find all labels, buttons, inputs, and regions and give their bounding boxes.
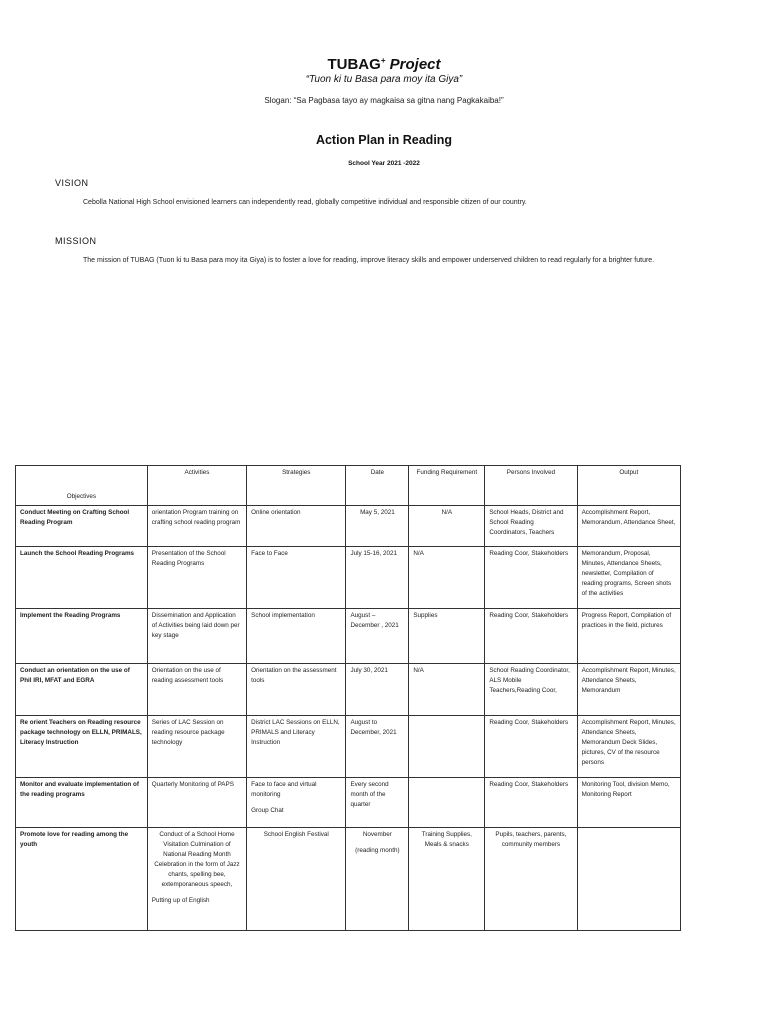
- table-row: [16, 664, 681, 716]
- cell-activities: Series of LAC Session on reading resource package technology: [147, 716, 246, 778]
- cell-date: May 5, 2021: [346, 506, 409, 547]
- cell-objective: Re orient Teachers on Reading resource package technology on ELLN, PRIMALS, Literacy Instruction: [16, 716, 148, 778]
- table-header-row: [16, 466, 681, 506]
- cell-activities: Orientation on the use of reading assessment tools: [147, 664, 246, 716]
- title-superscript: +: [380, 56, 386, 65]
- cell-persons: Reading Coor, Stakeholders: [485, 609, 577, 664]
- cell-output: Accomplishment Report, Minutes, Attendance Sheets, Memorandum Deck Slides, pictures, CV of the resource persons: [577, 716, 680, 778]
- cell-funding: Training Supplies, Meals & snacks: [409, 828, 485, 931]
- cell-date: Every second month of the quarter: [346, 778, 409, 828]
- table-row: [16, 506, 681, 547]
- table-row: [16, 716, 681, 778]
- title-main: TUBAG: [327, 56, 381, 73]
- cell-funding: N/A: [409, 664, 485, 716]
- cell-date: [346, 828, 409, 931]
- vision-heading: VISION: [55, 178, 89, 188]
- title-project: Project: [389, 56, 441, 73]
- cell-strategies-main: Face to face and virtual monitoring: [251, 781, 317, 798]
- cell-objective: Launch the School Reading Programs: [16, 547, 148, 609]
- cell-output: Accomplishment Report, Minutes, Attendance Sheets, Memorandum: [577, 664, 680, 716]
- project-slogan: Slogan: “Sa Pagbasa tayo ay magkaisa sa gitna nang Pagkakaiba!”: [264, 96, 504, 105]
- vision-text: Cebolla National High School envisioned learners can independently read, globally competitive individual and responsible citizen of our country.: [83, 199, 527, 206]
- table-row: [16, 778, 681, 828]
- cell-persons: Reading Coor, Stakeholders: [485, 716, 577, 778]
- cell-date: August to December, 2021: [346, 716, 409, 778]
- cell-strategies: [247, 778, 346, 828]
- cell-objective: Promote love for reading among the youth: [16, 828, 148, 931]
- cell-strategies: Orientation on the assessment tools: [247, 664, 346, 716]
- plan-title: Action Plan in Reading: [315, 133, 453, 147]
- cell-date: August – December , 2021: [346, 609, 409, 664]
- mission-heading: MISSION: [55, 236, 97, 246]
- table-row: [16, 609, 681, 664]
- school-year: School Year 2021 -2022: [348, 160, 420, 167]
- cell-objective: Implement the Reading Programs: [16, 609, 148, 664]
- cell-activities: Quarterly Monitoring of PAPS: [147, 778, 246, 828]
- header-funding: Funding Requirement: [409, 466, 485, 506]
- project-subtitle: “Tuon ki tu Basa para moy ita Giya”: [305, 74, 463, 85]
- cell-persons: Pupils, teachers, parents, community members: [485, 828, 577, 931]
- cell-funding: [409, 778, 485, 828]
- cell-output: Accomplishment Report, Memorandum, Attendance Sheet,: [577, 506, 680, 547]
- action-plan-table: [15, 465, 681, 931]
- cell-date: July 15-16, 2021: [346, 547, 409, 609]
- cell-activities-extra: Putting up of English: [151, 897, 210, 904]
- header-output: Output: [577, 466, 680, 506]
- cell-activities: Dissemination and Application of Activities being laid down per key stage: [147, 609, 246, 664]
- cell-funding: Supplies: [409, 609, 485, 664]
- cell-persons: Reading Coor, Stakeholders: [485, 547, 577, 609]
- table-row: [16, 547, 681, 609]
- cell-funding: N/A: [409, 506, 485, 547]
- cell-strategies: Online orientation: [247, 506, 346, 547]
- header-strategies: Strategies: [247, 466, 346, 506]
- cell-persons: Reading Coor, Stakeholders: [485, 778, 577, 828]
- cell-output: Monitoring Tool, division Memo, Monitoring Report: [577, 778, 680, 828]
- header-objectives: Objectives: [16, 466, 148, 506]
- cell-persons: School Heads, District and School Reading Coordinators, Teachers: [485, 506, 577, 547]
- project-title: [0, 56, 768, 73]
- cell-strategies: School implementation: [247, 609, 346, 664]
- cell-output: [577, 828, 680, 931]
- cell-funding: [409, 716, 485, 778]
- cell-strategies: District LAC Sessions on ELLN, PRIMALS and Literacy Instruction: [247, 716, 346, 778]
- cell-strategies: School English Festival: [247, 828, 346, 931]
- cell-date-main: November: [362, 831, 392, 838]
- cell-funding: N/A: [409, 547, 485, 609]
- header-activities: Activities: [147, 466, 246, 506]
- cell-objective: Conduct Meeting on Crafting School Reading Program: [16, 506, 148, 547]
- cell-output: Progress Report, Compilation of practices in the field, pictures: [577, 609, 680, 664]
- mission-text: The mission of TUBAG (Tuon ki tu Basa para moy ita Giya) is to foster a love for reading, improve literacy skills and empower underserved children to read regularly for a brighter future.: [83, 257, 655, 264]
- table-row: [16, 828, 681, 931]
- header-date: Date: [346, 466, 409, 506]
- cell-date-extra: (reading month): [355, 847, 400, 854]
- cell-activities-main: Conduct of a School Home Visitation Culmination of National Reading Month Celebration in the form of Jazz chants, spelling bee, extemporaneous speech,: [154, 831, 240, 888]
- cell-activities: Presentation of the School Reading Programs: [147, 547, 246, 609]
- header-persons: Persons Involved: [485, 466, 577, 506]
- cell-date: July 30, 2021: [346, 664, 409, 716]
- cell-strategies: Face to Face: [247, 547, 346, 609]
- cell-activities: [147, 828, 246, 931]
- cell-output: Memorandum, Proposal, Minutes, Attendance Sheets, newsletter, Compilation of reading programs, Screen shots of the activities: [577, 547, 680, 609]
- cell-strategies-extra: Group Chat: [251, 807, 284, 814]
- cell-activities: orientation Program training on crafting school reading program: [147, 506, 246, 547]
- cell-objective: Conduct an orientation on the use of Phil IRI, MFAT and EGRA: [16, 664, 148, 716]
- cell-persons: School Reading Coordinator, ALS Mobile Teachers,Reading Coor,: [485, 664, 577, 716]
- cell-objective: Monitor and evaluate implementation of the reading programs: [16, 778, 148, 828]
